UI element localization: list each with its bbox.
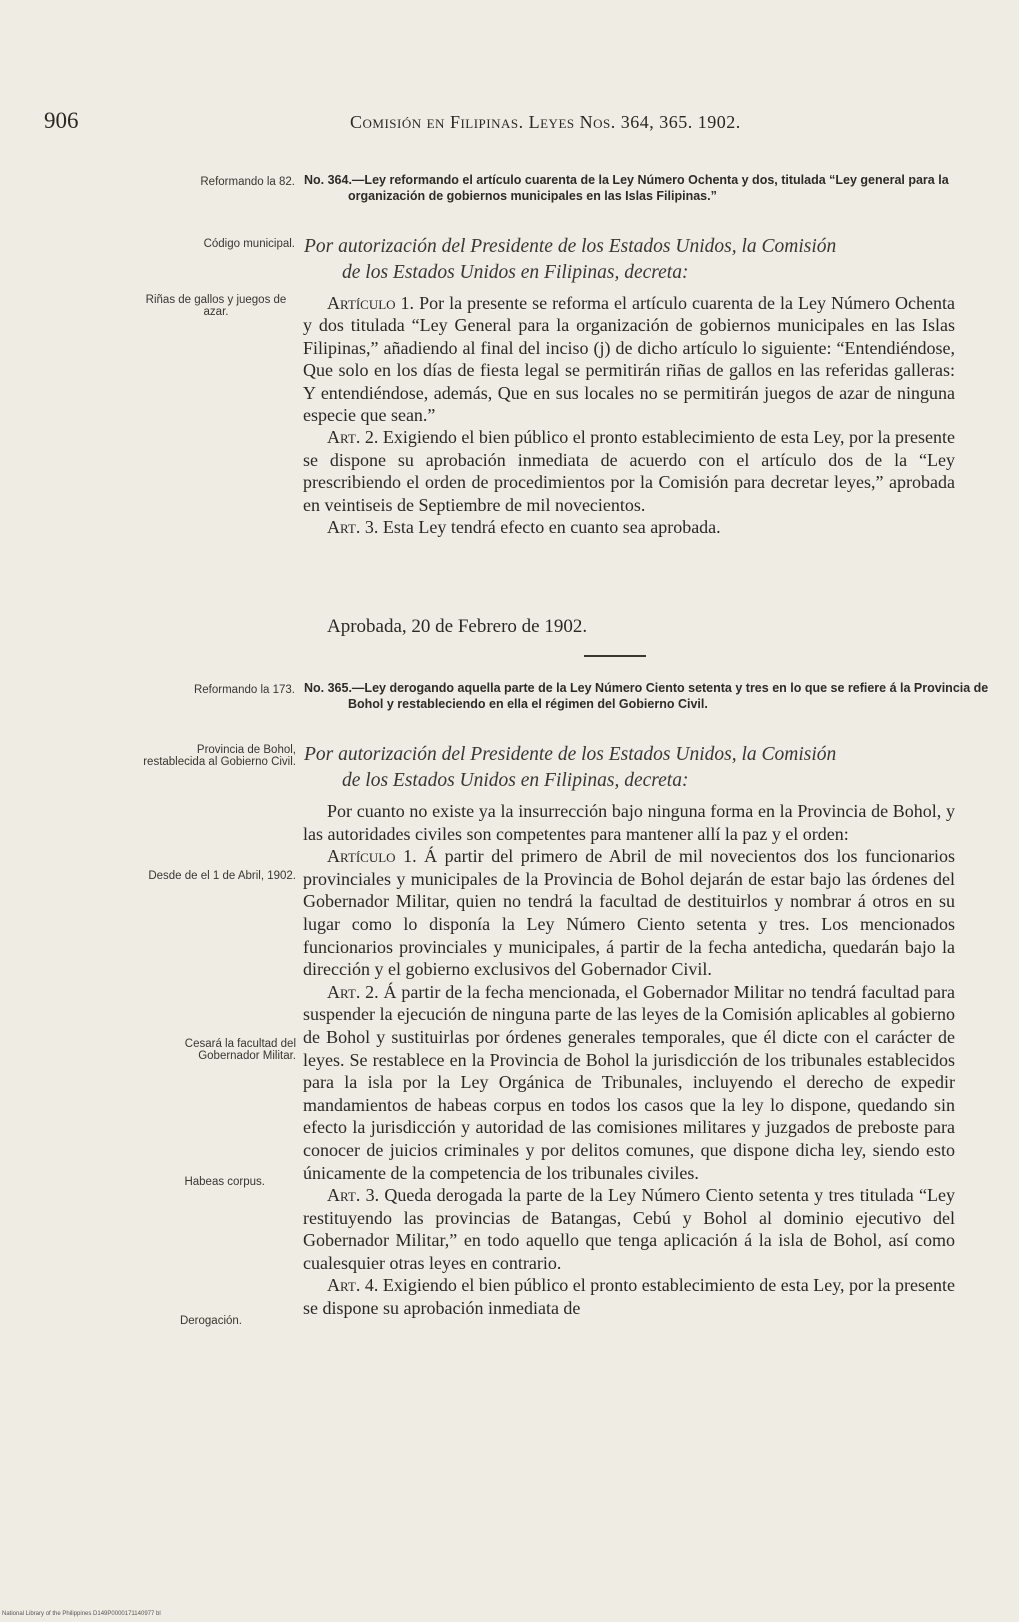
article-label: Art. 2. (327, 427, 379, 448)
preamble-line-2: de los Estados Unidos en Filipinas, decreta: (342, 262, 689, 283)
act-364-article-1 (303, 292, 955, 426)
act-365-article-1 (303, 845, 955, 981)
scan-credit: National Library of the Philippines D149P0000171140977 bl (2, 1611, 161, 1617)
act-365-whereas: Por cuanto no existe ya la insurrección bajo ninguna forma en la Provincia de Bohol, y las autoridades civiles son competentes para mantener allí la paz y el orden: (303, 801, 955, 844)
margin-note-rinas-de-gallos: Riñas de gallos y juegos de azar. (145, 294, 287, 318)
act-365-preamble (304, 742, 956, 794)
act-365-article-3 (303, 1184, 955, 1274)
act-365-article-4 (303, 1274, 955, 1319)
act-365-heading: No. 365.—Ley derogando aquella parte de la Ley Número Ciento setenta y tres en lo que se refiere á la Provincia de Bohol y restableciendo en ella el régimen del Gobierno Civil. (304, 681, 989, 711)
article-label: Art. 4. (327, 1275, 379, 1296)
margin-note-codigo-municipal: Código municipal. (203, 238, 295, 250)
margin-note-desde-abril: Desde de el 1 de Abril, 1902. (148, 870, 296, 882)
page-header (44, 108, 949, 138)
article-label: Art. 2. (327, 981, 379, 1002)
margin-note-derogacion: Derogación. (179, 1315, 242, 1327)
act-364-preamble (304, 234, 956, 286)
section-divider (584, 655, 646, 657)
article-text: Por la presente se reforma el artículo cuarenta de la Ley Número Ochenta y dos titulada “Ley General para la organización de gobiernos municipales en las Islas Filipinas,” añadiendo al final del inciso (j) de dicho artículo lo siguiente: “Entendiéndose, Que solo en los días de fiesta legal se permitirán riñas de gallos en las referidas galleras: Y entendiéndose, además, Que en sus locales no se permitirán juegos de azar de ninguna especie que sean.” (303, 293, 955, 426)
margin-note-reformando-82: Reformando la 82. (200, 176, 295, 188)
article-label: Artículo 1. (327, 293, 415, 313)
article-text: Exigiendo el bien público el pronto establecimiento de esta Ley, por la presente se dispone su aprobación inmediata de (303, 1275, 955, 1319)
act-365-article-2 (303, 981, 955, 1184)
preamble-line-1: Por autorización del Presidente de los Estados Unidos, la Comisión (304, 236, 837, 257)
margin-note-cesara-facultad: Cesará la facultad del Gobernador Militar. (184, 1038, 296, 1062)
act-364-approved-date: Aprobada, 20 de Febrero de 1902. (327, 616, 588, 637)
article-text: Á partir del primero de Abril de mil novecientos dos los funcionarios provinciales y municipales de la Provincia de Bohol dejarán de estar bajo las órdenes del Gobernador Militar, quien no tendrá la facultad de destituirlos y nombrar á otros en su lugar como lo disponía la Ley Número Ciento setenta y tres. Los mencionados funcionarios provinciales y municipales, á partir de la fecha antedicha, quedarán bajo la dirección y el gobierno exclusivos del Gobernador Civil. (303, 846, 955, 980)
margin-note-habeas-corpus: Habeas corpus. (184, 1176, 265, 1188)
act-364-article-3 (303, 516, 955, 538)
article-text: Esta Ley tendrá efecto en cuanto sea aprobada. (378, 517, 721, 538)
act-364-heading: No. 364.—Ley reformando el artículo cuarenta de la Ley Número Ochenta y dos, titulada “Ley general para la organización de gobiernos municipales en las Islas Filipinas.” (304, 173, 949, 203)
preamble-line-1: Por autorización del Presidente de los Estados Unidos, la Comisión (304, 744, 837, 765)
act-365-body (303, 800, 955, 1320)
margin-note-provincia-bohol: Provincia de Bohol, restablecida al Gobierno Civil. (143, 744, 296, 768)
article-label: Art. 3. (327, 517, 379, 538)
page-number: 906 (44, 108, 79, 133)
article-label: Art. 3. (327, 1185, 380, 1206)
margin-note-reformando-173: Reformando la 173. (193, 684, 295, 696)
running-head: Comisión en Filipinas. Leyes Nos. 364, 365. 1902. (350, 112, 741, 132)
preamble-line-2: de los Estados Unidos en Filipinas, decreta: (342, 770, 689, 791)
act-364-article-2 (303, 426, 955, 516)
article-text: Queda derogada la parte de la Ley Número Ciento setenta y tres titulada “Ley restituyendo las provincias de Batangas, Cebú y Bohol al dominio ejecutivo del Gobernador Militar,” en todo aquello que tenga aplicación á la isla de Bohol, así como cualesquier otras leyes en contrario. (303, 1185, 955, 1273)
article-label: Artículo 1. (327, 846, 417, 867)
article-text: Exigiendo el bien público el pronto establecimiento de esta Ley, por la presente se dispone su aprobación inmediata de acuerdo con el artículo dos de la “Ley prescribiendo el orden de procedimientos por la Comisión para decretar leyes,” aprobada en veintiseis de Septiembre de mil novecientos. (303, 427, 955, 515)
article-text: Á partir de la fecha mencionada, el Gobernador Militar no tendrá facultad para suspender la ejecución de ninguna parte de las leyes de la Comisión aplicables al gobierno de Bohol y sustituirlas por órdenes generales temporales, que él dicte con el carácter de leyes. Se restablece en la Provincia de Bohol la jurisdicción de los tribunales establecidos para la isla por la Ley Orgánica de Tribunales, incluyendo el derecho de expedir mandamientos de habeas corpus en todos los casos que la ley lo dispone, quedando sin efecto la jurisdicción y autoridad de las comisiones militares y juzgados de preboste para conocer de juicios criminales y por delitos comunes, que dispone dicha ley, siendo esto únicamente de la competencia de los tribunales civiles. (303, 981, 955, 1183)
act-364-body (303, 292, 955, 538)
